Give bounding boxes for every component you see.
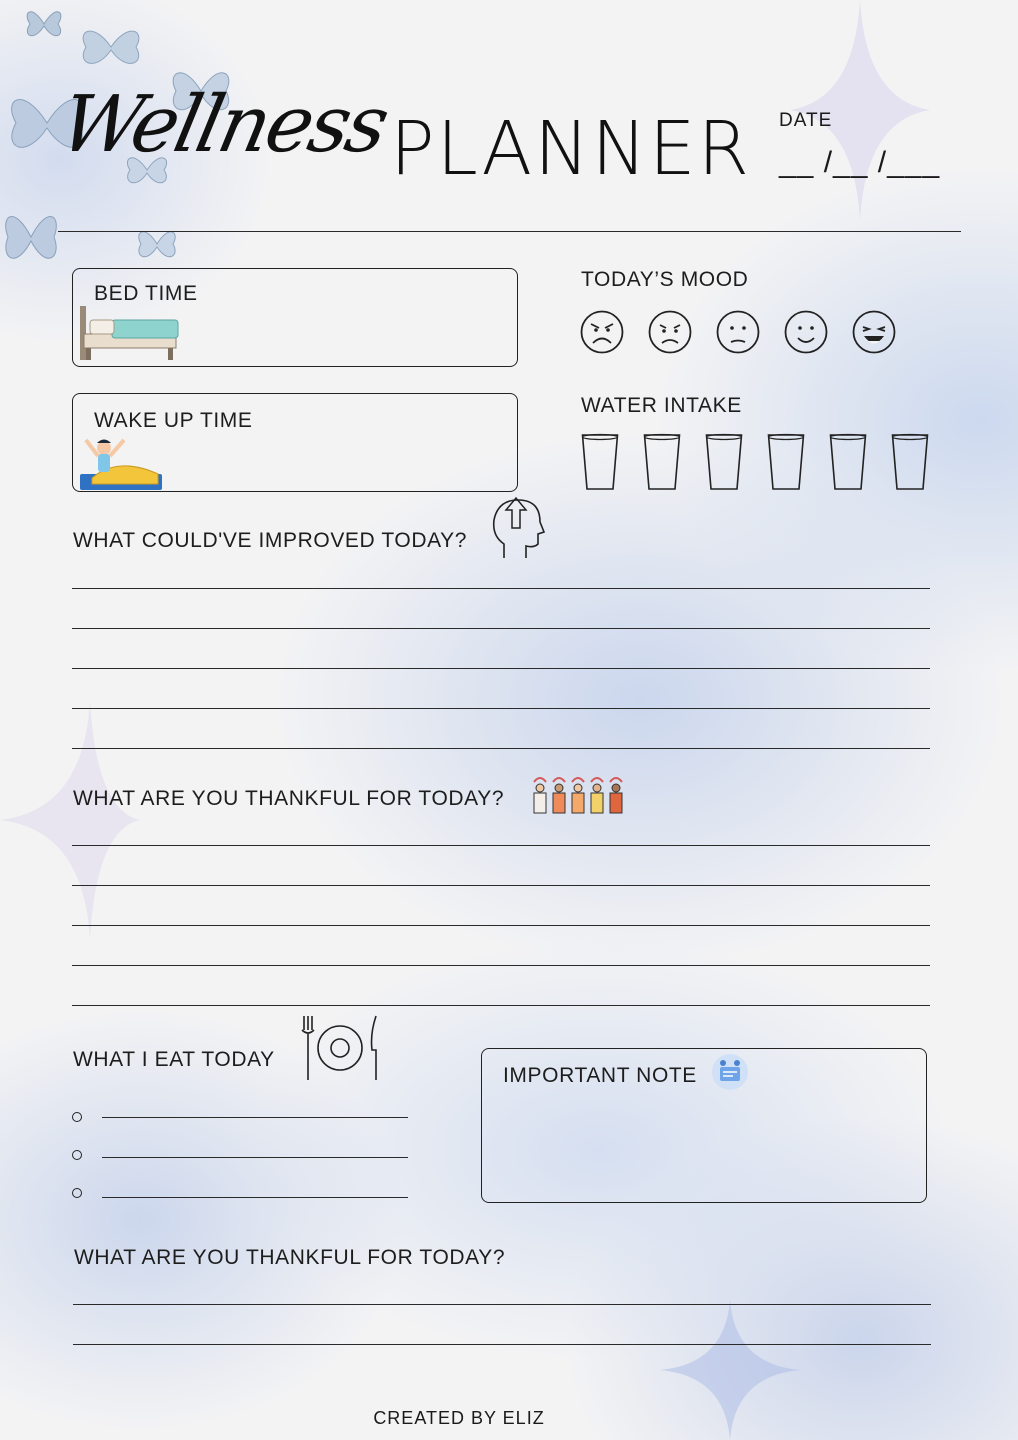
- butterfly-icon: [134, 224, 180, 264]
- food-line[interactable]: [102, 1157, 408, 1158]
- water-glass-icon[interactable]: [705, 433, 743, 491]
- bed-icon: [76, 304, 180, 362]
- water-glass-icon[interactable]: [767, 433, 805, 491]
- water-glass-icon[interactable]: [581, 433, 619, 491]
- group-hearts-icon: [530, 774, 630, 814]
- writing-line[interactable]: [73, 1344, 931, 1345]
- thankful-label-2: WHAT ARE YOU THANKFUL FOR TODAY?: [74, 1246, 506, 1269]
- title-main: PLANNER: [390, 106, 752, 192]
- butterfly-icon: [76, 22, 146, 72]
- todays-mood-label: TODAY’S MOOD: [581, 268, 749, 291]
- mood-laughing-icon[interactable]: [852, 310, 896, 354]
- writing-line[interactable]: [72, 748, 930, 749]
- note-icon: [711, 1053, 749, 1091]
- water-glass-icon[interactable]: [643, 433, 681, 491]
- thankful-label: WHAT ARE YOU THANKFUL FOR TODAY?: [73, 787, 505, 810]
- water-glass-icon[interactable]: [829, 433, 867, 491]
- writing-line[interactable]: [72, 925, 930, 926]
- writing-line[interactable]: [72, 965, 930, 966]
- wake-up-person-icon: [78, 434, 164, 492]
- date-field[interactable]: __ /__ /___: [779, 146, 941, 179]
- writing-line[interactable]: [73, 1304, 931, 1305]
- plate-cutlery-icon: [298, 1014, 384, 1082]
- date-label: DATE: [779, 110, 833, 131]
- writing-line[interactable]: [72, 588, 930, 589]
- food-bullet: [72, 1112, 82, 1122]
- important-note-label: IMPORTANT NOTE: [503, 1064, 697, 1087]
- butterfly-icon: [0, 204, 62, 270]
- sparkle-decoration: [0, 700, 140, 940]
- mind-arrow-icon: [490, 492, 548, 562]
- writing-line[interactable]: [72, 845, 930, 846]
- footer-credit: CREATED BY ELIZ: [373, 1408, 545, 1428]
- writing-line[interactable]: [72, 668, 930, 669]
- butterfly-icon: [22, 2, 66, 46]
- water-intake-label: WATER INTAKE: [581, 394, 742, 417]
- mood-happy-icon[interactable]: [784, 310, 828, 354]
- water-glass-icon[interactable]: [891, 433, 929, 491]
- header-divider: [58, 231, 961, 232]
- food-bullet: [72, 1150, 82, 1160]
- food-bullet: [72, 1188, 82, 1198]
- writing-line[interactable]: [72, 1005, 930, 1006]
- title-script: Wellness: [52, 80, 394, 170]
- writing-line[interactable]: [72, 708, 930, 709]
- bed-time-label: BED TIME: [94, 282, 198, 305]
- writing-line[interactable]: [72, 628, 930, 629]
- wake-up-time-label: WAKE UP TIME: [94, 409, 253, 432]
- mood-neutral-icon[interactable]: [716, 310, 760, 354]
- eat-today-label: WHAT I EAT TODAY: [73, 1048, 275, 1071]
- writing-line[interactable]: [72, 885, 930, 886]
- food-line[interactable]: [102, 1117, 408, 1118]
- food-line[interactable]: [102, 1197, 408, 1198]
- improved-label: WHAT COULD'VE IMPROVED TODAY?: [73, 529, 468, 552]
- mood-angry-icon[interactable]: [580, 310, 624, 354]
- mood-sad-icon[interactable]: [648, 310, 692, 354]
